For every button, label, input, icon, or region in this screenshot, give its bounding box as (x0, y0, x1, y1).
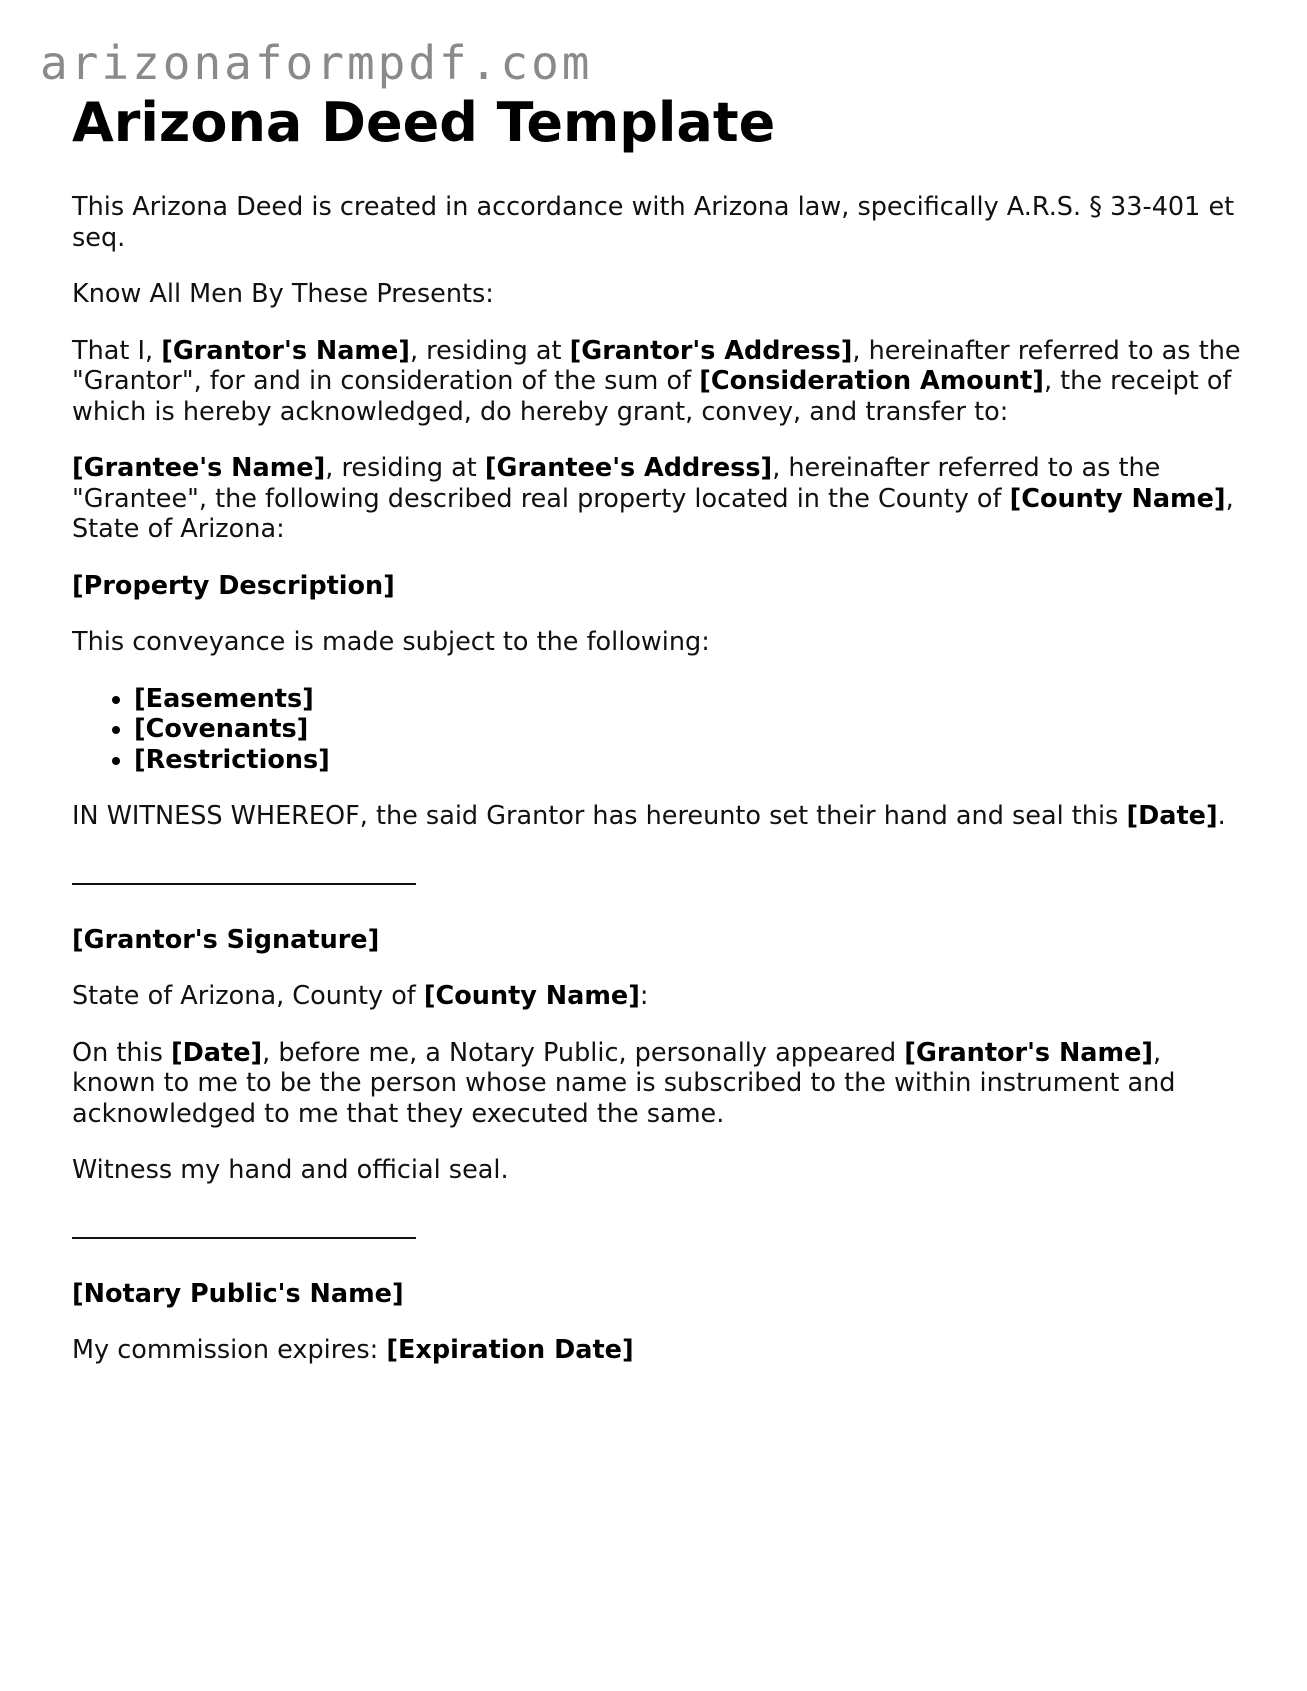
consideration-amount-field: [Consideration Amount] (699, 366, 1044, 396)
property-description-field: [Property Description] (72, 570, 395, 601)
page-title: Arizona Deed Template (72, 91, 776, 154)
date-field: [Date] (170, 1037, 263, 1068)
property-description (72, 571, 1242, 602)
grantor-signature-field: [Grantor's Signature] (72, 924, 380, 955)
conditions-list (72, 684, 1242, 776)
text: , State of Arizona: (72, 483, 1234, 544)
witness-seal-text: Witness my hand and official seal. (72, 1155, 509, 1185)
text: , residing at (325, 453, 485, 483)
venue-line (72, 981, 1242, 1012)
text: , hereinafter referred to as the "Grantee", the following described real property located in the County of (72, 453, 1161, 514)
text: , the receipt of which is hereby acknowledged, do hereby grant, convey, and transfer to: (72, 366, 1232, 427)
notary-name-label (72, 1279, 1242, 1310)
county-name-field: [County Name] (1009, 483, 1226, 514)
notary-paragraph (72, 1038, 1242, 1130)
grantor-name-field: [Grantor's Name] (161, 335, 410, 366)
text: That I, (72, 335, 162, 366)
text: , hereinafter referred to as the "Grantor", for and in consideration of the sum of (72, 335, 1241, 396)
grantor-name-field: [Grantor's Name] (904, 1037, 1154, 1068)
text: On this (72, 1037, 171, 1068)
text: My commission expires: (72, 1335, 387, 1365)
subject-to-text: This conveyance is made subject to the following: (72, 627, 710, 657)
commission-line (72, 1335, 1242, 1366)
county-name-field: [County Name] (423, 981, 640, 1011)
date-field: [Date] (1126, 801, 1218, 831)
list-item: • [Covenants] (134, 714, 1242, 745)
grantor-signature-line (72, 883, 416, 885)
witness-paragraph (72, 801, 1242, 832)
notary-name-field: [Notary Public's Name] (72, 1278, 404, 1309)
text: . (1217, 801, 1226, 831)
grantee-address-field: [Grantee's Address] (484, 453, 773, 483)
text: , known to me to be the person whose name is subscribed to the within instrument and acknowledged to me that they executed the same. (72, 1037, 1176, 1129)
expiration-date-field: [Expiration Date] (386, 1335, 634, 1365)
text: IN WITNESS WHEREOF, the said Grantor has hereunto set their hand and seal this (72, 801, 1127, 831)
intro-paragraph: This Arizona Deed is created in accordance with Arizona law, specifically A.R.S. § 33-401 et seq. (72, 192, 1235, 253)
text: : (639, 981, 649, 1011)
grantor-signature-label (72, 925, 1242, 956)
text: , residing at (409, 335, 570, 366)
text: State of Arizona, County of (72, 981, 424, 1011)
deed-document (72, 92, 1242, 1392)
grantee-name-field: [Grantee's Name] (72, 453, 326, 483)
grantor-paragraph (72, 336, 1242, 428)
watermark: arizonaformpdf.com (40, 36, 593, 90)
salutation: Know All Men By These Presents: (72, 279, 494, 309)
list-item: • [Easements] (134, 684, 1242, 715)
list-item: • [Restrictions] (134, 745, 1242, 776)
notary-signature-line (72, 1237, 416, 1239)
grantor-address-field: [Grantor's Address] (569, 335, 853, 366)
text: , before me, a Notary Public, personally appeared (262, 1037, 905, 1068)
grantee-paragraph (72, 453, 1242, 545)
